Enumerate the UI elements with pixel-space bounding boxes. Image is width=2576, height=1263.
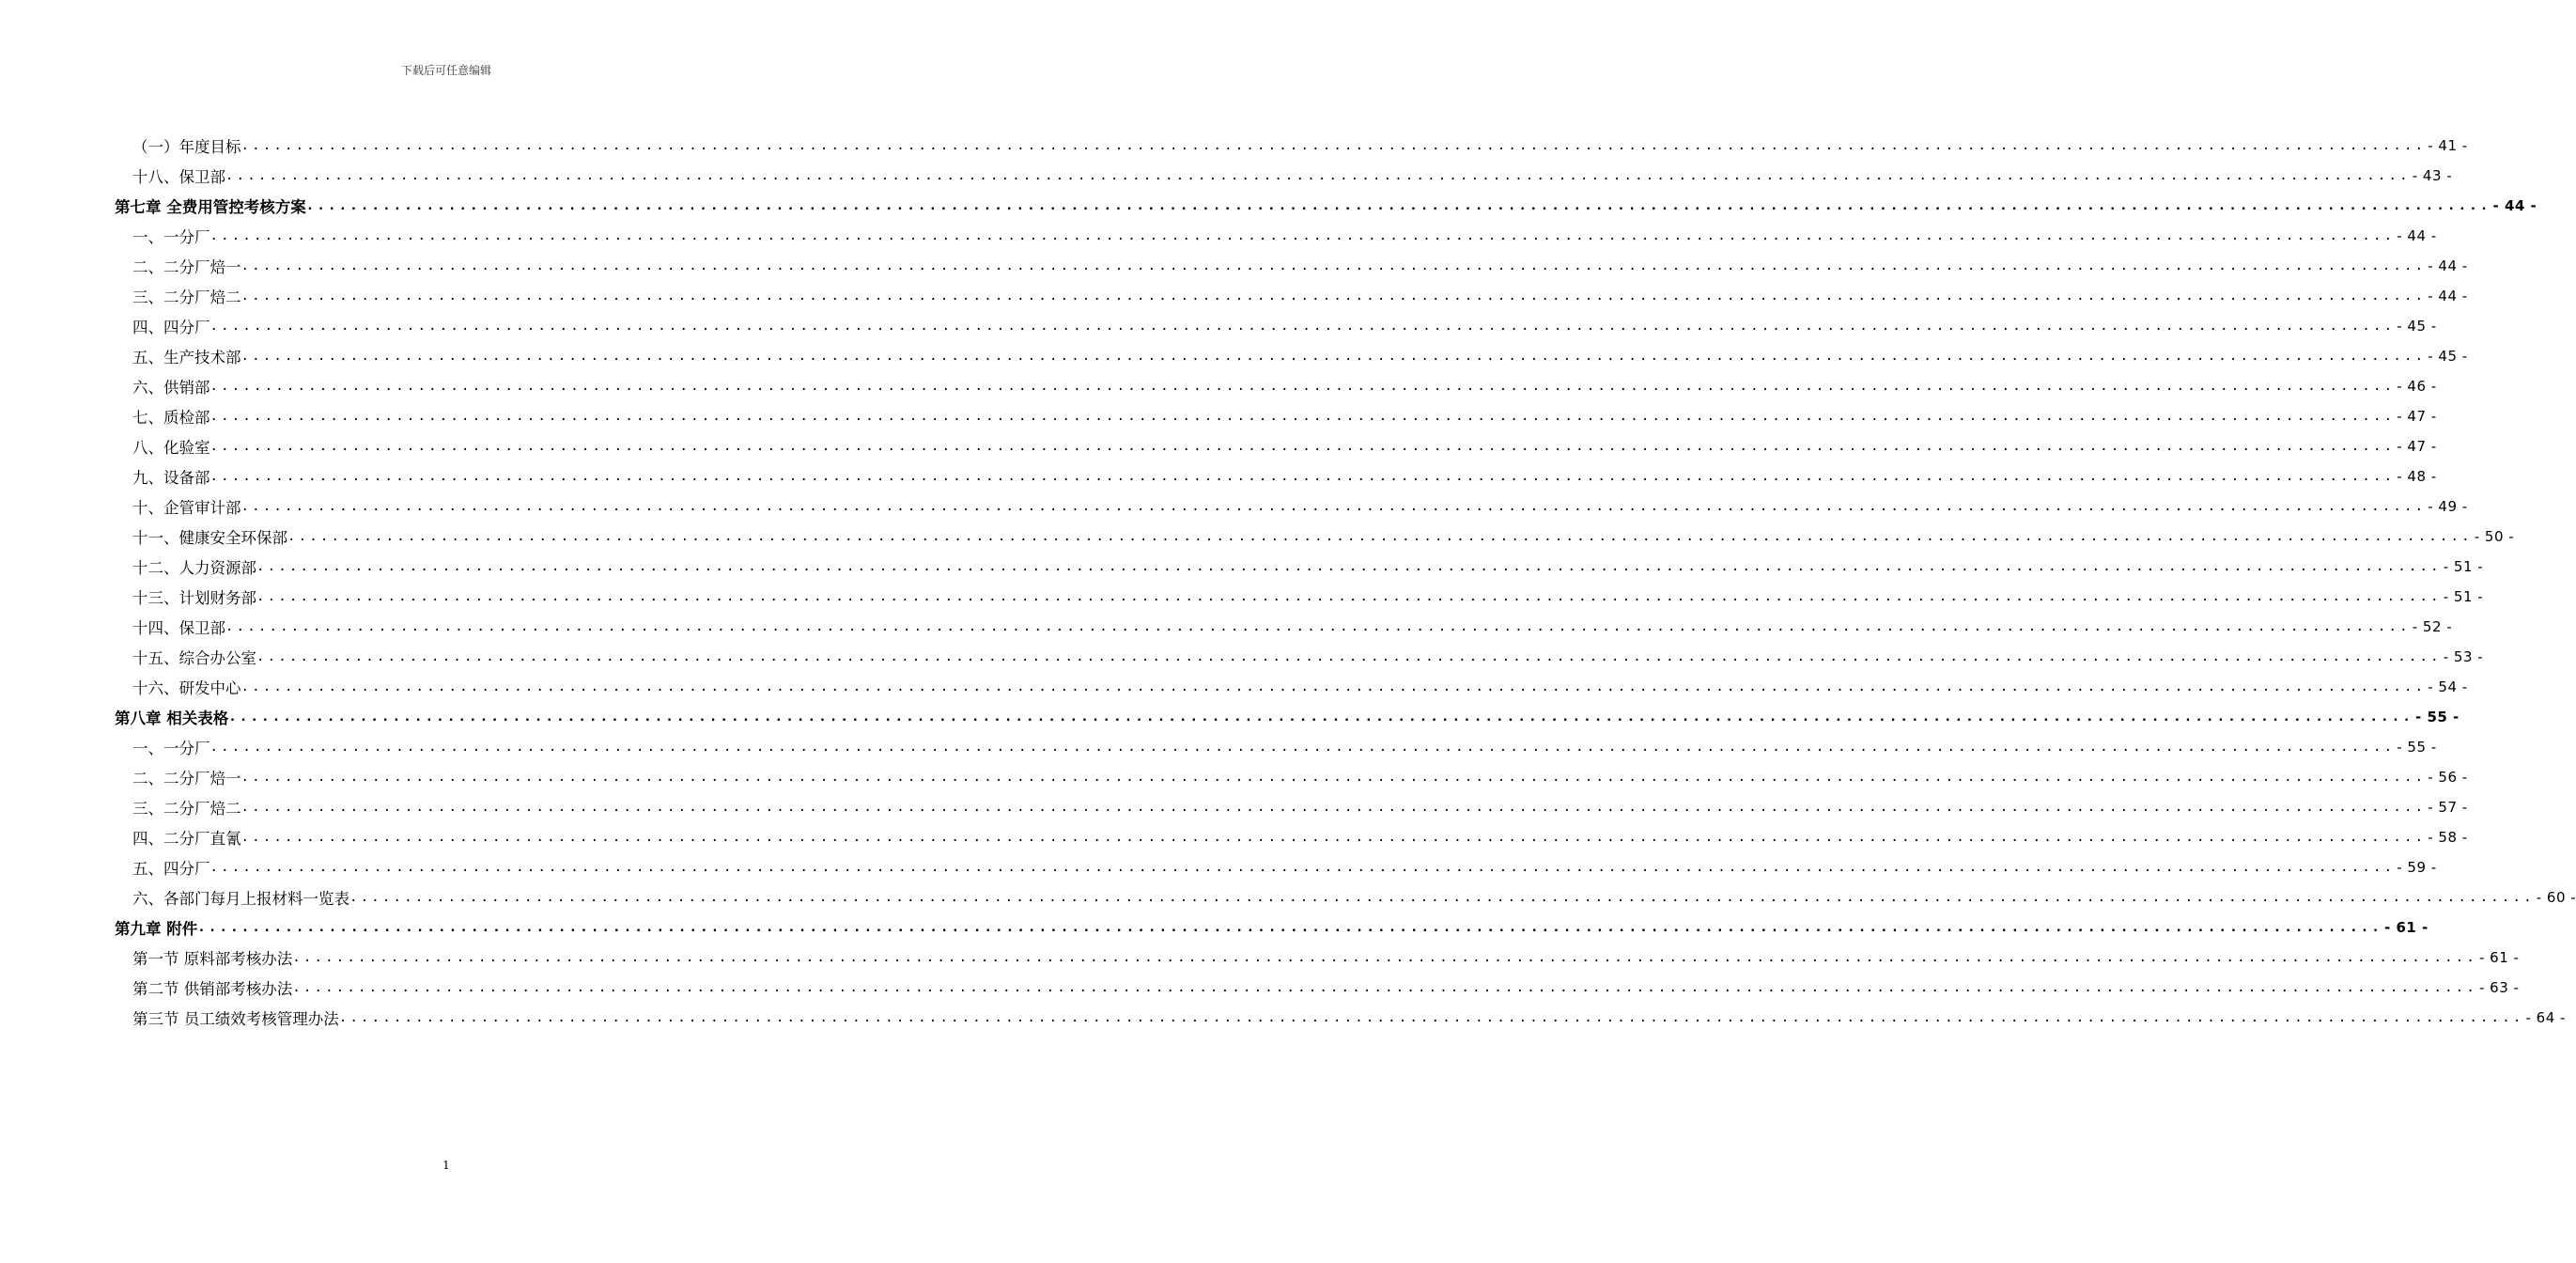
toc-entry-page: - 59 - — [2397, 859, 2437, 876]
toc-entry-label: 五、四分厂 — [132, 860, 210, 878]
toc-entry-label: 七、质检部 — [132, 409, 210, 427]
toc-entry-label: 一、一分厂 — [132, 740, 210, 757]
toc-entry-page: - 46 - — [2397, 378, 2437, 395]
toc-entry-page: - 47 - — [2397, 438, 2437, 455]
toc-leader-dots: ........................................................................................................................................................................................................ — [241, 258, 2427, 273]
toc-entry-page: - 51 - — [2443, 558, 2484, 575]
toc-entry[interactable] — [115, 762, 2468, 792]
toc-entry[interactable] — [115, 401, 2437, 431]
toc-entry-label: 第七章 全费用管控考核方案 — [115, 198, 306, 216]
toc-entry-page: - 60 - — [2536, 889, 2576, 906]
toc-entry-label: 第二节 供销部考核办法 — [132, 980, 293, 998]
toc-entry-label: 第九章 附件 — [115, 920, 198, 938]
toc-leader-dots: ........................................................................................................................................................................................................ — [241, 288, 2427, 304]
toc-entry-page: - 49 - — [2428, 498, 2468, 515]
toc-leader-dots: ........................................................................................................................................................................................................ — [197, 920, 2382, 935]
toc-leader-dots: ........................................................................................................................................................................................................ — [241, 349, 2427, 364]
toc-leader-dots: ........................................................................................................................................................................................................ — [338, 1010, 2524, 1025]
toc-leader-dots: ........................................................................................................................................................................................................ — [209, 469, 2396, 484]
page-number: 1 — [442, 1159, 450, 1172]
toc-entry[interactable] — [115, 672, 2468, 702]
toc-entry[interactable] — [115, 1003, 2566, 1033]
toc-entry-label: 八、化验室 — [132, 439, 210, 457]
toc-chapter-entry[interactable] — [115, 912, 2429, 943]
toc-leader-dots: ........................................................................................................................................................................................................ — [241, 679, 2427, 694]
toc-leader-dots: ........................................................................................................................................................................................................ — [305, 198, 2491, 213]
toc-entry[interactable] — [115, 251, 2468, 281]
toc-entry-page: - 55 - — [2415, 709, 2460, 725]
toc-leader-dots: ........................................................................................................................................................................................................ — [241, 830, 2427, 845]
toc-entry-page: - 53 - — [2443, 648, 2484, 665]
toc-entry-label: 六、各部门每月上报材料一览表 — [132, 890, 349, 908]
toc-entry[interactable] — [115, 221, 2437, 251]
toc-entry-page: - 43 - — [2412, 167, 2453, 184]
toc-entry-label: 第八章 相关表格 — [115, 709, 229, 727]
toc-entry-label: 六、供销部 — [132, 379, 210, 397]
toc-entry-page: - 41 - — [2428, 137, 2468, 154]
toc-entry-label: 二、二分厂焙一 — [132, 258, 241, 276]
toc-entry-label: 十四、保卫部 — [132, 619, 225, 637]
toc-entry[interactable] — [115, 522, 2515, 552]
toc-leader-dots: ........................................................................................................................................................................................................ — [209, 740, 2396, 755]
toc-entry-label: 一、一分厂 — [132, 228, 210, 246]
toc-leader-dots: ........................................................................................................................................................................................................ — [241, 770, 2427, 785]
toc-entry-label: 第一节 原料部考核办法 — [132, 950, 293, 968]
toc-leader-dots: ........................................................................................................................................................................................................ — [292, 950, 2477, 965]
toc-entry-label: 四、四分厂 — [132, 319, 210, 336]
toc-entry-page: - 52 - — [2412, 618, 2453, 635]
toc-entry-label: 四、二分厂直氰 — [132, 830, 241, 848]
toc-entry-label: 第三节 员工绩效考核管理办法 — [132, 1010, 339, 1028]
toc-leader-dots: ........................................................................................................................................................................................................ — [241, 800, 2427, 815]
toc-entry-page: - 44 - — [2428, 257, 2468, 274]
toc-entry-page: - 45 - — [2397, 318, 2437, 335]
toc-entry[interactable] — [115, 822, 2468, 852]
toc-entry-page: - 61 - — [2479, 949, 2520, 966]
toc-entry[interactable] — [115, 582, 2484, 612]
toc-entry-page: - 56 - — [2428, 769, 2468, 786]
toc-entry[interactable] — [115, 161, 2453, 191]
toc-entry[interactable] — [115, 341, 2468, 371]
toc-leader-dots: ........................................................................................................................................................................................................ — [287, 529, 2473, 544]
toc-leader-dots: ........................................................................................................................................................................................................ — [256, 649, 2442, 664]
toc-entry-label: 三、二分厂焙二 — [132, 288, 241, 306]
toc-entry-page: - 44 - — [2428, 288, 2468, 304]
toc-leader-dots: ........................................................................................................................................................................................................ — [241, 138, 2427, 153]
toc-entry[interactable] — [115, 461, 2437, 491]
toc-entry-label: 十三、计划财务部 — [132, 589, 256, 607]
toc-entry[interactable] — [115, 882, 2576, 912]
toc-entry-page: - 63 - — [2479, 979, 2520, 996]
toc-chapter-entry[interactable] — [115, 702, 2460, 732]
toc-leader-dots: ........................................................................................................................................................................................................ — [209, 379, 2396, 394]
toc-leader-dots: ........................................................................................................................................................................................................ — [241, 499, 2427, 514]
toc-entry-page: - 55 - — [2397, 739, 2437, 756]
toc-leader-dots: ........................................................................................................................................................................................................ — [228, 709, 2413, 725]
toc-leader-dots: ........................................................................................................................................................................................................ — [209, 439, 2396, 454]
toc-entry-label: 五、生产技术部 — [132, 349, 241, 366]
toc-entry[interactable] — [115, 852, 2437, 882]
page-header: 下载后可任意编辑 — [400, 64, 491, 77]
toc-entry-label: 二、二分厂焙一 — [132, 770, 241, 787]
toc-leader-dots: ........................................................................................................................................................................................................ — [209, 228, 2396, 243]
toc-entry-label: 十八、保卫部 — [132, 168, 225, 186]
toc-entry-page: - 44 - — [2492, 197, 2537, 214]
toc-entry-label: 九、设备部 — [132, 469, 210, 487]
toc-entry[interactable] — [115, 612, 2453, 642]
toc-entry[interactable] — [115, 973, 2520, 1003]
toc-entry-label: 十二、人力资源部 — [132, 559, 256, 577]
toc-entry-page: - 45 - — [2428, 348, 2468, 365]
toc-leader-dots: ........................................................................................................................................................................................................ — [209, 319, 2396, 334]
toc-entry-label: 十、企管审计部 — [132, 499, 241, 517]
toc-entry[interactable] — [115, 491, 2468, 522]
toc-entry-label: （一）年度目标 — [132, 138, 241, 156]
toc-chapter-entry[interactable] — [115, 191, 2537, 221]
toc-entry[interactable] — [115, 281, 2468, 311]
toc-entry-label: 三、二分厂焙二 — [132, 800, 241, 818]
toc-entry-label: 十一、健康安全环保部 — [132, 529, 287, 547]
toc-entry[interactable] — [115, 311, 2437, 341]
toc-leader-dots: ........................................................................................................................................................................................................ — [209, 860, 2396, 875]
toc-entry[interactable] — [115, 431, 2437, 461]
toc-entry-page: - 57 - — [2428, 799, 2468, 816]
toc-entry-page: - 50 - — [2474, 528, 2515, 545]
toc-entry-page: - 61 - — [2384, 919, 2429, 936]
toc-entry[interactable] — [115, 792, 2468, 822]
toc-entry[interactable] — [115, 943, 2520, 973]
toc-entry[interactable] — [115, 552, 2484, 582]
toc-entry[interactable] — [115, 371, 2437, 401]
toc-entry-page: - 54 - — [2428, 678, 2468, 695]
toc-leader-dots: ........................................................................................................................................................................................................ — [209, 409, 2396, 424]
toc-entry-label: 十六、研发中心 — [132, 679, 241, 697]
toc-leader-dots: ........................................................................................................................................................................................................ — [256, 589, 2442, 604]
toc-entry-label: 十五、综合办公室 — [132, 649, 256, 667]
toc-leader-dots: ........................................................................................................................................................................................................ — [225, 619, 2411, 634]
toc-entry-page: - 64 - — [2525, 1009, 2566, 1026]
toc-leader-dots: ........................................................................................................................................................................................................ — [349, 890, 2535, 905]
toc-entry[interactable] — [115, 131, 2468, 161]
toc-entry-page: - 47 - — [2397, 408, 2437, 425]
toc-leader-dots: ........................................................................................................................................................................................................ — [256, 559, 2442, 574]
toc-entry[interactable] — [115, 732, 2437, 762]
toc-entry-page: - 44 - — [2397, 227, 2437, 244]
table-of-contents — [115, 131, 2576, 1033]
toc-leader-dots: ........................................................................................................................................................................................................ — [292, 980, 2477, 995]
toc-entry-page: - 48 - — [2397, 468, 2437, 485]
toc-entry[interactable] — [115, 642, 2484, 672]
toc-leader-dots: ........................................................................................................................................................................................................ — [225, 168, 2411, 183]
toc-entry-page: - 51 - — [2443, 588, 2484, 605]
toc-entry-page: - 58 - — [2428, 829, 2468, 846]
